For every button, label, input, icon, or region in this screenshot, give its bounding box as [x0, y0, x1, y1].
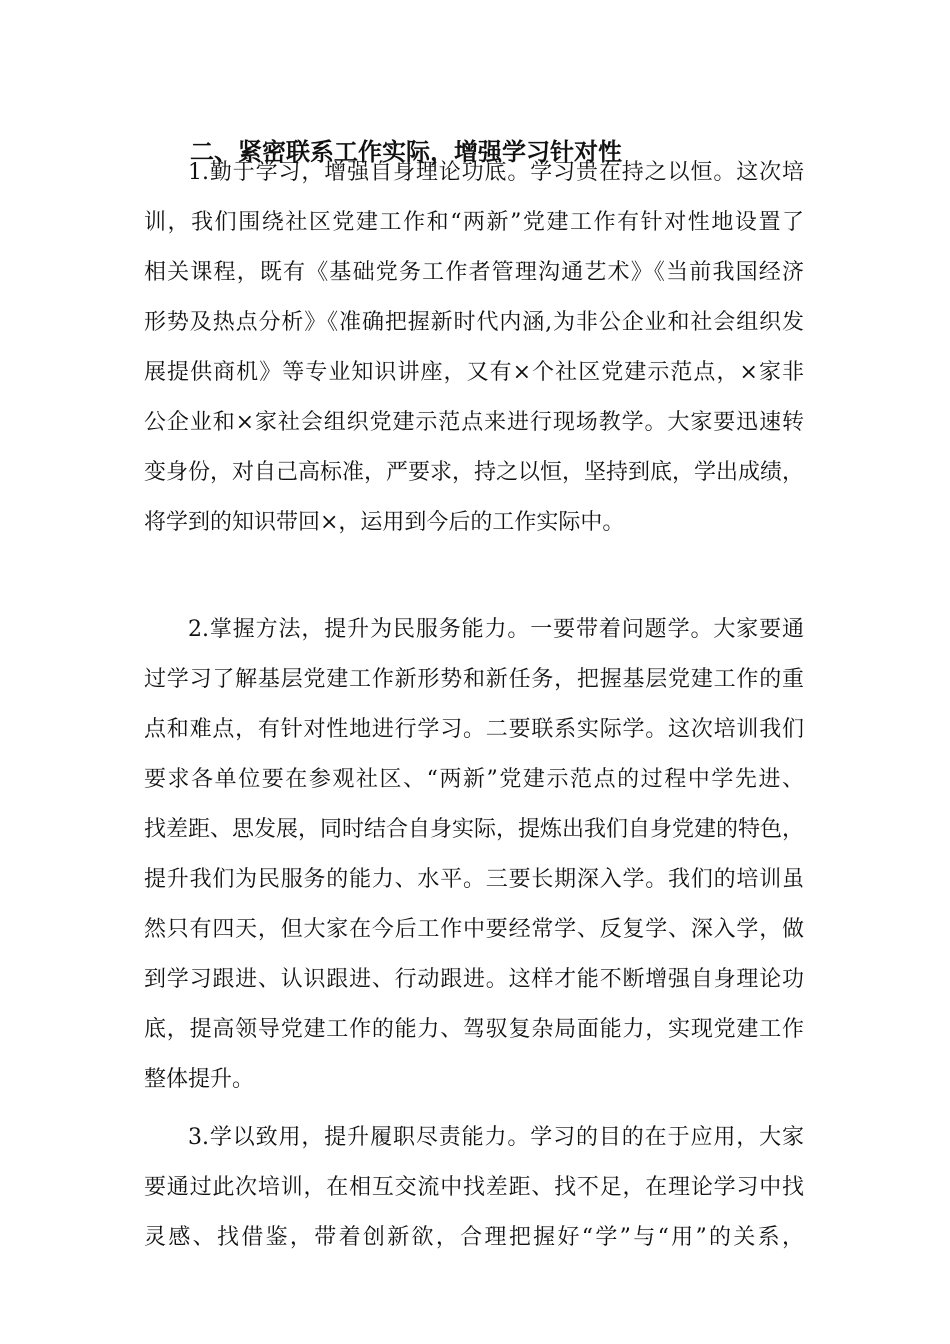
paragraph-line: 到学习跟进、认识跟进、行动跟进。这样才能不断增强自身理论功 — [144, 967, 804, 992]
paragraph-line: 要通过此次培训，在相互交流中找差距、找不足，在理论学习中找 — [144, 1175, 804, 1200]
paragraph-line: 训，我们围绕社区党建工作和“两新”党建工作有针对性地设置了 — [144, 210, 804, 235]
paragraph-line: 底，提高领导党建工作的能力、驾驭复杂局面能力，实现党建工作 — [144, 1017, 804, 1042]
paragraph-line: 公企业和×家社会组织党建示范点来进行现场教学。大家要迅速转 — [144, 410, 804, 435]
paragraph-line: 将学到的知识带回×，运用到今后的工作实际中。 — [144, 510, 625, 535]
paragraph-line: 过学习了解基层党建工作新形势和新任务，把握基层党建工作的重 — [144, 667, 804, 692]
paragraph-line: 提升我们为民服务的能力、水平。三要长期深入学。我们的培训虽 — [144, 867, 804, 892]
section-heading: 二、紧密联系工作实际，增强学习针对性 — [190, 137, 622, 166]
paragraph-1 — [144, 148, 804, 548]
paragraph-2 — [144, 605, 804, 1105]
paragraph-line: 2.掌握方法，提升为民服务能力。一要带着问题学。大家要通 — [188, 617, 804, 642]
paragraph-line: 1.勤于学习，增强自身理论功底。学习贵在持之以恒。这次培 — [188, 160, 804, 185]
paragraph-line: 点和难点，有针对性地进行学习。二要联系实际学。这次培训我们 — [144, 717, 804, 742]
paragraph-line: 然只有四天，但大家在今后工作中要经常学、反复学、深入学，做 — [144, 917, 804, 942]
paragraph-line: 整体提升。 — [144, 1067, 255, 1092]
paragraph-line: 展提供商机》等专业知识讲座，又有×个社区党建示范点，×家非 — [144, 360, 804, 385]
paragraph-line: 找差距、思发展，同时结合自身实际，提炼出我们自身党建的特色， — [144, 817, 805, 842]
paragraph-line: 3.学以致用，提升履职尽责能力。学习的目的在于应用，大家 — [188, 1125, 804, 1150]
paragraph-line: 相关课程，既有《基础党务工作者管理沟通艺术》《当前我国经济 — [144, 260, 804, 285]
paragraph-line: 灵感、找借鉴，带着创新欲，合理把握好“学”与“用”的关系， — [144, 1225, 804, 1250]
paragraph-3 — [144, 1113, 804, 1263]
paragraph-line: 要求各单位要在参观社区、“两新”党建示范点的过程中学先进、 — [144, 767, 804, 792]
paragraph-line: 形势及热点分析》《准确把握新时代内涵,为非公企业和社会组织发 — [144, 310, 804, 335]
paragraph-line: 变身份，对自己高标准，严要求，持之以恒，坚持到底，学出成绩， — [144, 460, 805, 485]
